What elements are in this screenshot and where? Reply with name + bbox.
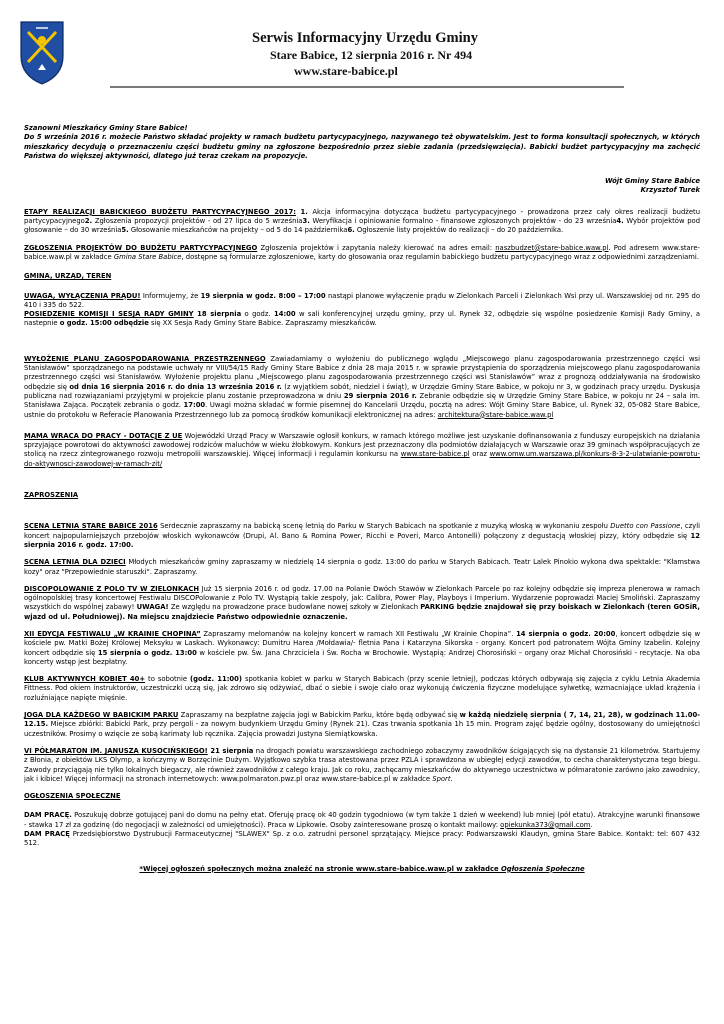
yoga-notice (24, 711, 700, 739)
job-ad-cook (24, 811, 700, 830)
discopolo-heading: DISCOPOLOWANIE Z POLO TV W ZIELONKACH (24, 584, 200, 593)
coat-of-arms-icon (18, 18, 66, 86)
intro-text: Do 5 września 2016 r. możecie Państwo składać projekty w ramach budżetu partycypacyjnego, nazywanego też obywatelskim. Jest to forma konsultacji społecznych, w których mieszkańcy decydują o przeznaczeniu części budżetu gminy na zgłoszone bezpośrednio przez siebie zadania (przedsięwzięcia). Babicki budżet partycypacyjny ma zachęcić Państwa do większej aktywności, dlatego już teraz czekam na propozycje. (24, 133, 700, 160)
outage-date: 19 sierpnia w godz. 8:00 – 17:00 (200, 291, 326, 300)
header-divider (110, 86, 624, 88)
stage-text: Akcja informacyjna dotycząca budżetu partycypacyjnego - prowadzona przez cały okres realizacji budżetu partycypacyjnego (24, 207, 700, 226)
paragraph-text: to sobotnie (145, 675, 191, 684)
section-heading-gmina: GMINA, URZĄD, TEREN (24, 272, 112, 281)
paragraph-text: w kościele pw. Św. Jana Chrzciciela i Św. Rocha w Brochowie. Wystąpią: Andrzej Chorosiński – organy oraz Michał Chorosiński - recytacje. Na oba koncerty wstęp jest bezpłatny. (24, 648, 700, 666)
paragraph-text: Wojewódzki Urząd Pracy w Warszawie ogłosił konkurs, w ramach którego możliwe jest uzyskanie dofinansowania z funduszy europejskich na działania sprzyjające powrotowi do aktywności zawodowej rodziców maluchów w wieku żłobkowym. Konkurs jest przeznaczony dla podmiotów działających w Warszawie oraz 39 gminach współpracujących ze stolicą na rzecz zintegrowanego rozwoju metropolii warszawskiej. Więcej informacji i regulamin konkursu na (24, 431, 700, 459)
power-outage-notice (24, 292, 700, 311)
yoga-dates: w każdą niedzielę sierpnia ( 7, 14, 21, 28), w godzinach 11.00-12.15. (24, 711, 700, 729)
signature-name: Krzysztof Turek (640, 186, 700, 195)
power-outage-heading: UWAGA, WYŁĄCZENIA PRĄDU! (24, 291, 141, 300)
marathon-date: 21 sierpnia (207, 746, 254, 755)
paragraph-text: . (590, 820, 593, 829)
budget-submissions-heading: ZGŁOSZENIA PROJEKTÓW DO BUDŻETU PARTYCYPACYJNEGO (24, 243, 258, 252)
attention-label: UWAGA! (136, 603, 169, 612)
paragraph-text: Zawiadamiamy o wyłożeniu do publicznego wglądu „Miejscowego planu zagospodarowania przestrzennego części wsi Stanisławów” sporządzanego na podstawie uchwały nr VIII/54/15 Rady Gminy Stare Babice z dnia 28 maja 2015 r. w sprawie przystąpienia do sporządzenia miejscowego planu zagospodarowania przestrzennego części wsi Stanisławów. Wyłożenie projektu planu „Miejscowego planu zagospodarowania przestrzennego części wsi Stanisławów” wraz z prognozą oddziaływania na środowisko odbędzie się (24, 354, 700, 391)
section-heading-invitations: ZAPROSZENIA (24, 491, 79, 500)
paragraph-text: , dostępne są formularze zgłoszeniowe, karty do głosowania oraz regulamin babickiego budżetu partycypacyjnego wraz z odpowiednimi zarządzeniami. (181, 252, 699, 261)
stage-number: 5. (121, 226, 129, 235)
paragraph-text: , koncert odbędzie się w kościele pw. Matki Bożej Królowej Meksyku w Laskach. Wykonawcy: Dumitru Harea /Mołdawia/- fletnia Pana i Katarzyna Sikorska - organy. Koncert pod patronatem Wójta Gminy Izabelin. Kolejny koncert odbędzie się (24, 629, 701, 657)
ads-tab-link[interactable]: Ogłoszenia Społeczne (500, 864, 585, 873)
intro-greeting: Szanowni Mieszkańcy Gminy Stare Babice! (24, 124, 188, 132)
chopin-festival-heading: XII EDYCJA FESTIWALU „W KRAINIE CHOPINA” (24, 629, 201, 638)
paragraph-text: nastąpi planowe wyłączenie prądu w Zielonkach Parceli i Zielonkach Wsi przy ul. Warszawskiej od nr. 295 do 410 i 335 do 522. (24, 291, 700, 309)
newsletter-title: Serwis Informacyjny Urzędu Gminy (252, 30, 478, 46)
signature-role: Wójt Gminy Stare Babice (604, 177, 700, 186)
paragraph-text: (z wyjątkiem sobót, niedziel i świąt), w Urzędzie Gminy Stare Babice, w pokoju nr 3, w godzinach pracy urzędu. Dyskusja publiczna nad rozwiązaniami przyjętymi w projekcie planu zostanie przeprowadzona w dniu (24, 382, 700, 400)
stage-number: 1. (300, 207, 308, 216)
newsletter-body (24, 124, 700, 874)
club-time: (godz. 11:00) (190, 675, 242, 684)
paragraph-text: Zapraszamy na bezpłatne zajęcia jogi w Babickim Parku, które będą odbywać się (178, 711, 460, 720)
stage-number: 2. (84, 217, 93, 226)
masthead (222, 30, 542, 79)
issue-line: Stare Babice, 12 sierpnia 2016 r. Nr 494 (270, 48, 473, 62)
paragraph-text: Ze względu na prowadzone prace budowlane nowej szkoły w Zielonkach (168, 603, 421, 612)
chopin-festival-notice (24, 630, 700, 667)
meeting-time: 17:00 (183, 401, 206, 410)
job-ad-label: DAM PRACĘ. (24, 811, 72, 820)
job-ad-label: DAM PRACĘ (24, 830, 70, 839)
mama-grant-heading: MAMA WRACA DO PRACY - DOTACJE Z UE (24, 431, 183, 440)
paragraph-text: Informujemy, że (140, 291, 201, 300)
more-ads-footer (24, 865, 700, 874)
mama-grant-notice (24, 432, 700, 469)
stage-text: Zgłoszenia propozycji projektów - od 27 lipca do 5 września (92, 217, 303, 226)
paragraph-text: oraz (469, 450, 490, 459)
paragraph-text: Zebranie odbędzie się w Urzędzie Gminy Stare Babice, w pokoju nr 24 – sala im. Stanisława Zająca. Początek zebrania o godz. (24, 391, 700, 410)
stage-number: 6. (347, 226, 355, 235)
budget-stages (24, 208, 700, 236)
stage-number: 4. (616, 217, 624, 226)
budget-stages-heading: ETAPY REALIZACJI BABICKIEGO BUDŻETU PARTYCYPACYJNEGO 2017: (24, 207, 296, 216)
concert-date: 15 sierpnia o godz. 13:00 (97, 648, 197, 657)
footer-text: *Więcej ogłoszeń społecznych można znaleźć na stronie www.stare-babice.waw.pl w zakładce (139, 864, 501, 873)
tab-reference: Gmina Stare Babice (113, 252, 182, 261)
paragraph-text: spotkania kobiet w parku w Starych Babicach (przy scenie letniej), podczas których odbywają się zajęcia z cyklu Letnia Akademia Fittness. Pod okiem instruktorów, uczestniczki uczą się, jak zdrowo się odżywiać, dbać o siebie i swoje ciało oraz wykonują ćwiczenia fizyczne modelujące sylwetkę, wzmacniające układ krążenia i rozluźniające napięte mięśnie. (24, 675, 700, 702)
paragraph-text: Zgłoszenia projektów i zapytania należy kierować na adres email: (257, 243, 496, 252)
council-session-heading: POSIEDZENIE KOMISJI I SESJA RADY GMINY (24, 310, 194, 319)
plan-dates: od dnia 16 sierpnia 2016 r. do dnia 13 września 2016 r. (69, 382, 282, 391)
tab-reference: Sport (432, 774, 451, 783)
session-time: o godz. 15:00 odbędzie (59, 319, 149, 328)
women-club-heading: KLUB AKTYWNYCH KOBIET 40+ (24, 675, 146, 684)
paragraph-text: Serdecznie zapraszamy na babicką scenę letnią do Parku w Starych Babicach na spotkanie z muzyką włoską w wykonaniu zespołu (157, 522, 611, 531)
paragraph-text: Młodych mieszkańców gminy zapraszamy w niedzielę 14 sierpnia o godz. 13:00 do parku w Starych Babicach. Teatr Lalek Pinokio wykona dwa spektakle: "Kłamstwa kozy" oraz "Przepowiednie staruszki". Zapraszamy. (24, 558, 700, 576)
budget-submissions (24, 244, 700, 263)
discopolo-notice (24, 585, 700, 622)
paragraph-text: o godz. (241, 310, 274, 319)
kids-stage-heading: SCENA LETNIA DLA DZIECI (24, 558, 126, 567)
website-link[interactable]: www.stare-babice.pl (294, 64, 398, 78)
paragraph-text: Miejsce zbiórki: Babicki Park, przy pergoli - za nowym budynkiem Urzędu Gminy (Rynek 21). Czas trwania spotkania 1h 15 min. Program zajęć będzie ogólny, dostosowany do umiejętności uczestników. Prosimy o wzięcie ze sobą karimaty lub ręcznika. Zajęcia prowadzi Justyna Siemiątkowska. (24, 720, 700, 738)
paragraph-text: się XX Sesja Rady Gminy Stare Babice. Zapraszamy mieszkańców. (148, 319, 377, 328)
event-date: 12 sierpnia 2016 r. godz. 17:00. (24, 531, 700, 549)
stage-number: 3. (302, 217, 310, 226)
summer-stage-notice (24, 522, 700, 550)
paragraph-text: na drogach powiatu warszawskiego zachodniego zobaczymy zawodników ścigających się na dystansie 21 kilometrów. Startujemy z Błonia, z obiektów LKS Olymp, a kończymy w Borzęcinie Dużym. Wyjątkowo szybka trasa atestowana przez PZLA i sprawdzona w ubiegłej edycji zawodów, to cecha charakterystyczna tego biegu. Zawody przyciągają nie tylko lokalnych biegaczy, ale również zawodników z całego kraju. Jak co roku, zachęcamy mieszkańców do aktywnego uczestnictwa w półmaratonie zarówno jako zawodnicy, jak i kibice! Więcej informacji na stronach internetowych: www.polmaraton.pwz.pl oraz www.stare-babice.pl w zakładce (24, 746, 700, 783)
stage-text: Ogłoszenie listy projektów do realizacji – do 20 października. (354, 226, 564, 235)
zoning-plan-notice (24, 355, 700, 420)
half-marathon-notice (24, 747, 700, 784)
stare-babice-link[interactable]: www.stare-babice.pl (400, 450, 470, 459)
session-date: 18 sierpnia (193, 310, 242, 319)
paragraph-text: Przedsiębiorstwo Dystrubucji Farmaceutycznej "SLAWEX" Sp. z o.o. zatrudni personel sprzątający. Miejsce pracy: Podwarszawski Klaudyn, gmina Stare Babice. Kontakt: tel: 607 432 512. (24, 830, 700, 848)
paragraph-text: Poszukuję dobrze gotującej pani do domu na pełny etat. Oferuję pracę ok 40 godzin tygodniowo (w tym także 1 dzień w weekend) lub mniej (pół etatu). Atrakcyjne warunki finansowe - stawka 17 zł za godzinę (do negocjacji w zależności od umiejętności). Praca w Lipkowie. Osoby zainteresowane proszę o kontakt mailowy: (24, 811, 700, 829)
stage-text: Weryfikacja i opiniowanie formalno - finansowe zgłoszonych projektów - do 23 września (309, 217, 617, 226)
yoga-heading: JOGA DLA KAŻDEGO W BABICKIM PARKU (24, 711, 179, 720)
paragraph-text: . (450, 774, 453, 783)
session-time: 14:00 (273, 310, 296, 319)
job-ad-email-link[interactable]: opiekunka373@gmail.com (500, 820, 591, 829)
paragraph-text: w sali konferencyjnej urzędu gminy, przy ul. Rynek 32, odbędzie się wspólne posiedzenie Komisji Rady Gminy, a nastepnie (24, 310, 701, 328)
band-name: Duetto con Passione (610, 522, 681, 531)
paragraph-text: Zapraszamy melomanów na kolejny koncert w ramach XII Festiwalu „W Krainie Chopina”. (200, 629, 517, 638)
paragraph-text: . Uwagi można składać w formie pisemnej do Kancelarii Urzędu, pocztą na adres: Wójt Gminy Stare Babice, ul. Rynek 32, 05-082 Stare Babice, ustnie do protokołu w Referacie Planowania Przestrzennego lub za pomocą środków komunikacji elektronicznej na adres: (24, 401, 700, 419)
architecture-email-link[interactable]: architektura@stare-babice.waw.pl (437, 410, 554, 419)
discussion-date: 29 sierpnia 2016 r. (343, 391, 417, 400)
kids-stage-notice (24, 558, 700, 577)
signature (24, 177, 700, 196)
paragraph-text: . Pod adresem www.stare-babice.waw.pl w zakładce (24, 243, 700, 261)
paragraph-text: Już 15 sierpnia 2016 r. od godz. 17.00 na Polanie Dwóch Stawów w Zielonkach Parcele po raz kolejny odbędzie się impreza plenerowa w ramach ogólnopolskiej trasy koncertowej Festiwalu DISCOPolowanie z Polo TV. Wystąpią takie zespoły, jak: Calibra, Power Play, Playboys i Imperium. Wydarzenie poprowadzi Maciej Smoliński. Zapraszamy wszystkich do wspólnej zabawy! (24, 584, 700, 612)
parking-info: PARKING będzie znajdował się przy boiskach w Zielonkach (teren GOSiR, wjazd od ul. Południowej). Na miejscu znajdziecie Państwo odpowiednie oznaczenie. (24, 603, 700, 621)
council-session-notice (24, 310, 700, 329)
omw-contest-link[interactable]: www.omw.um.warszawa.pl/konkurs-8-3-2-ulatwianie-powrotu-do-aktywnosci-zawodowej-w-ramach-zit/ (24, 450, 700, 468)
section-heading-ads: OGŁOSZENIA SPOŁECZNE (24, 792, 121, 801)
women-club-notice (24, 675, 700, 703)
concert-date: 14 sierpnia o godz. 20:00 (516, 629, 616, 638)
job-ad-cleaning (24, 830, 700, 849)
paragraph-text: , czyli koncert najpopularniejszych przebojów włoskich wykonawców (Drupi, Al. Bano & Romina Power, Ricchi e Poveri, Marco Antonelli) połączony z degustacją włoskiej pizzy, który odbędzie się (24, 522, 700, 540)
budget-email-link[interactable]: naszbudzet@stare-babice.waw.pl (495, 243, 609, 252)
zoning-plan-heading: WYŁOŻENIE PLANU ZAGOSPODAROWANIA PRZESTRZENNEGO (24, 354, 266, 363)
summer-stage-heading: SCENA LETNIA STARE BABICE 2016 (24, 522, 158, 531)
half-marathon-heading: VI PÓŁMARATON IM. JANUSZA KUSOCIŃSKIEGO! (24, 746, 208, 755)
stage-text: Wybór projektów pod głosowanie – do 30 września (24, 217, 701, 235)
stage-text: Głosowanie mieszkańców na projekty – od 5 do 14 października (128, 226, 348, 235)
